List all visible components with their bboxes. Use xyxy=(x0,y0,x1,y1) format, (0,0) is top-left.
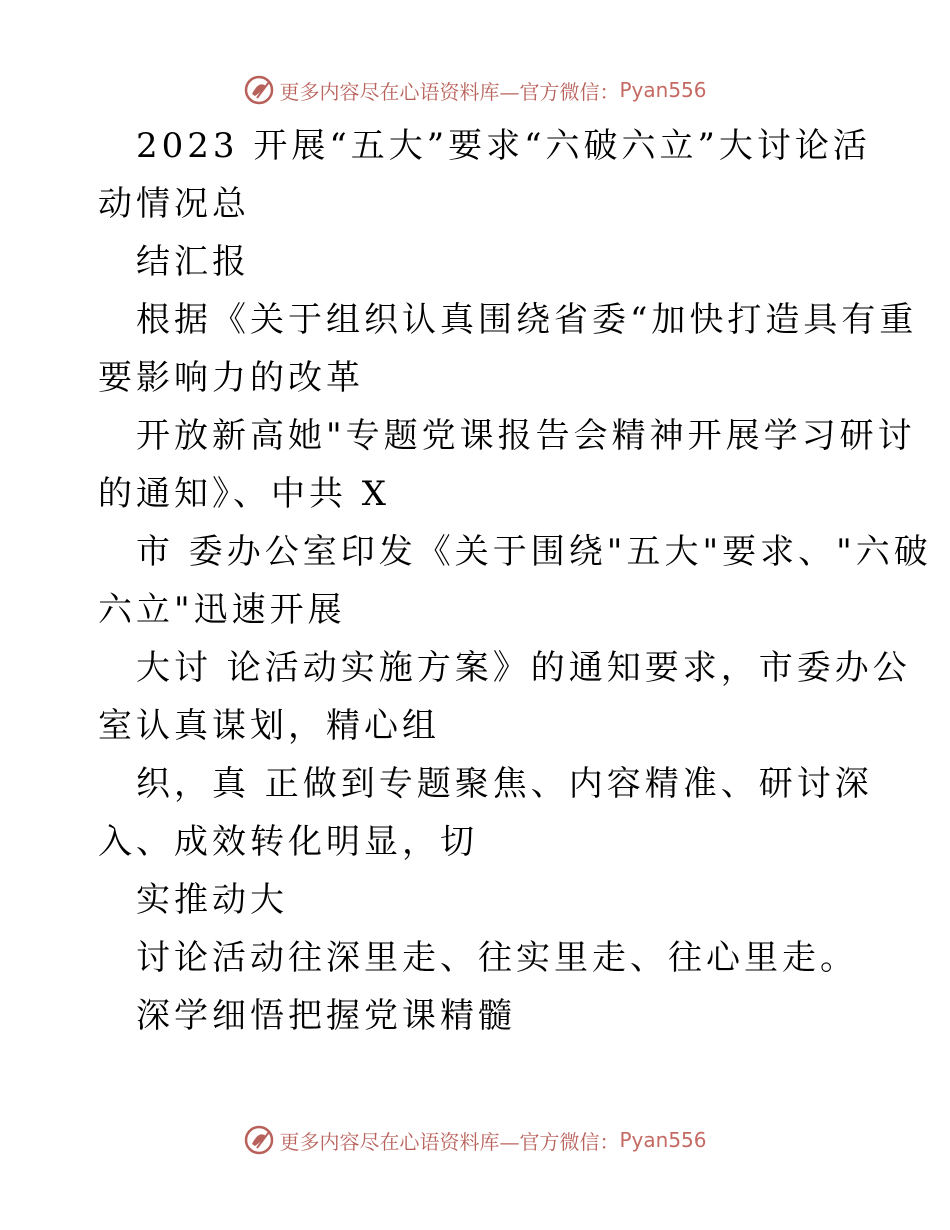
text-line: 六立"迅速开展 xyxy=(98,590,346,630)
text-line: 的通知》、中共 X xyxy=(98,474,391,514)
text-line: 动情况总 xyxy=(98,184,250,224)
seal-logo-icon xyxy=(243,1124,275,1156)
text-line: 2023 开展“五大”要求“六破六立”大讨论活 xyxy=(136,126,871,166)
text-line: 织，真 正做到专题聚焦、内容精准、研讨深 xyxy=(136,764,873,804)
text-line: 讨论活动往深里走、往实里走、往心里走。 xyxy=(136,938,858,978)
text-line: 结汇报 xyxy=(136,242,250,282)
text-line: 入、成效转化明显，切 xyxy=(98,822,478,862)
text-line: 深学细悟把握党课精髓 xyxy=(136,996,516,1036)
text-line: 市 委办公室印发《关于围绕"五大"要求、"六破 xyxy=(136,532,932,572)
banner-text: 更多内容尽在心语资料库—官方微信： xyxy=(279,79,620,104)
banner-wechat-id: Pyan556 xyxy=(619,78,707,102)
text-line: 实推动大 xyxy=(136,880,288,920)
seal-logo-icon xyxy=(243,74,275,106)
text-line: 室认真谋划，精心组 xyxy=(98,706,440,746)
text-line: 根据《关于组织认真围绕省委“加快打造具有重 xyxy=(136,300,918,340)
banner-wechat-id: Pyan556 xyxy=(619,1128,707,1152)
text-line: 要影响力的改革 xyxy=(98,358,364,398)
banner-text: 更多内容尽在心语资料库—官方微信： xyxy=(279,1129,620,1154)
header-banner xyxy=(0,70,950,110)
text-line: 开放新高她"专题党课报告会精神开展学习研讨 xyxy=(136,416,916,456)
text-line: 大讨 论活动实施方案》的通知要求，市委办公 xyxy=(136,648,911,688)
footer-banner xyxy=(0,1120,950,1160)
